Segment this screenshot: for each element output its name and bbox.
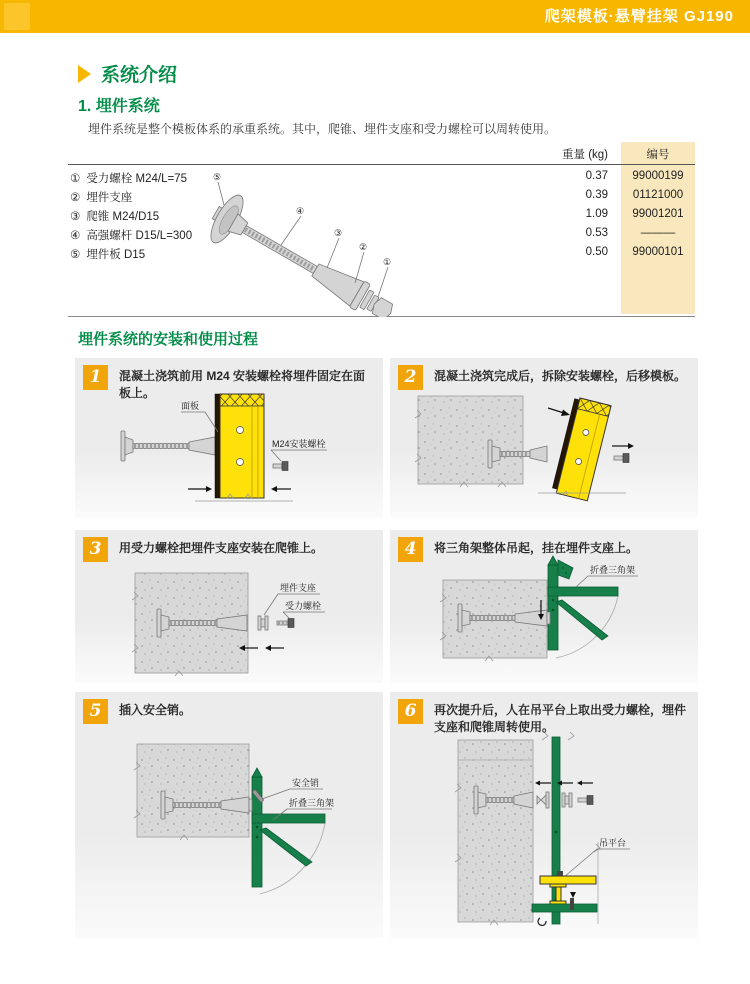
bracket-label: 折叠三角架 [590,565,636,575]
part-name: 埋件板 D15 [86,249,146,261]
table-header-rule [68,164,695,165]
page-header [0,0,750,33]
formwork-panel-label: 面板 [181,401,200,411]
load-bolt-label: 受力螺栓 [285,601,322,611]
parts-table [68,142,695,320]
part-weight: 0.53 [585,227,608,239]
part-index: ③ [70,211,81,223]
part-name: 埋件支座 [86,192,133,204]
intro-paragraph: 埋件系统是整个模板体系的承重系统。其中，爬锥、埋件支座和受力螺栓可以周转使用。 [88,122,557,136]
step-number: 1 [83,365,108,390]
install-bolt-label: M24安装螺栓 [272,439,326,449]
step-caption: 将三角架整体吊起，挂在埋件支座上。 [434,541,639,555]
assembly-callout: ② [359,242,368,252]
assembly-callout: ④ [296,206,305,216]
part-code: 01121000 [632,189,684,201]
page-title: 爬架模板·悬臂挂架 GJ190 [544,8,734,25]
step-caption: 用受力螺栓把埋件支座安装在爬锥上。 [119,541,324,555]
step-caption: 再次提升后，人在吊平台上取出受力螺栓，埋件支座和爬锥周转使用。 [434,703,687,735]
part-code: 99001201 [632,208,684,220]
brand-logo [4,3,30,30]
assembly-diagram [183,167,523,317]
subsection-title: 1. 埋件系统 [78,98,160,115]
part-code: 99000199 [632,170,684,182]
part-weight: 0.50 [585,246,608,258]
assembly-callout: ① [383,257,392,267]
support-label: 埋件支座 [280,583,317,593]
section-title: 系统介绍 [101,65,178,86]
step-panel-1 [75,358,383,518]
part-name: 受力螺栓 M24/L=75 [86,173,187,185]
step-caption: 插入安全销。 [119,703,192,717]
install-section-title: 埋件系统的安装和使用过程 [78,331,259,348]
part-weight: 0.39 [585,189,608,201]
part-index: ① [70,173,81,185]
bracket-label: 折叠三角架 [289,798,335,808]
safety-pin-label: 安全销 [292,778,320,788]
part-name: 高强螺杆 D15/L=300 [86,230,193,242]
step-number: 2 [398,365,423,390]
part-index: ④ [70,230,81,242]
part-weight: 0.37 [585,170,608,182]
part-weight: 1.09 [585,208,608,220]
step-panel-2 [390,358,698,518]
step-caption: 混凝土浇筑完成后，拆除安装螺栓，后移模板。 [434,369,687,383]
step-number: 6 [398,699,423,724]
part-name: 爬锥 M24/D15 [86,211,160,223]
step-panel-3 [75,530,383,683]
step-caption: 混凝土浇筑前用 M24 安装螺栓将埋件固定在面板上。 [119,369,366,401]
part-code: ——— [640,227,676,239]
step-5-diagram [75,692,383,938]
part-index: ⑤ [70,249,81,261]
assembly-callout: ⑤ [213,172,222,182]
step-panel-4 [390,530,698,683]
step-number: 5 [83,699,108,724]
section-heading [78,60,177,87]
platform-label: 吊平台 [599,838,627,848]
step-number: 3 [83,537,108,562]
column-header-code: 编号 [646,149,670,161]
step-panel-5 [75,692,383,938]
step-panel-6 [390,692,698,938]
assembly-callout: ③ [334,228,343,238]
step-number: 4 [398,537,423,562]
section-arrow-icon [78,65,91,83]
column-header-weight: 重量 (kg) [562,149,608,161]
part-index: ② [70,192,81,204]
part-code: 99000101 [632,246,684,258]
